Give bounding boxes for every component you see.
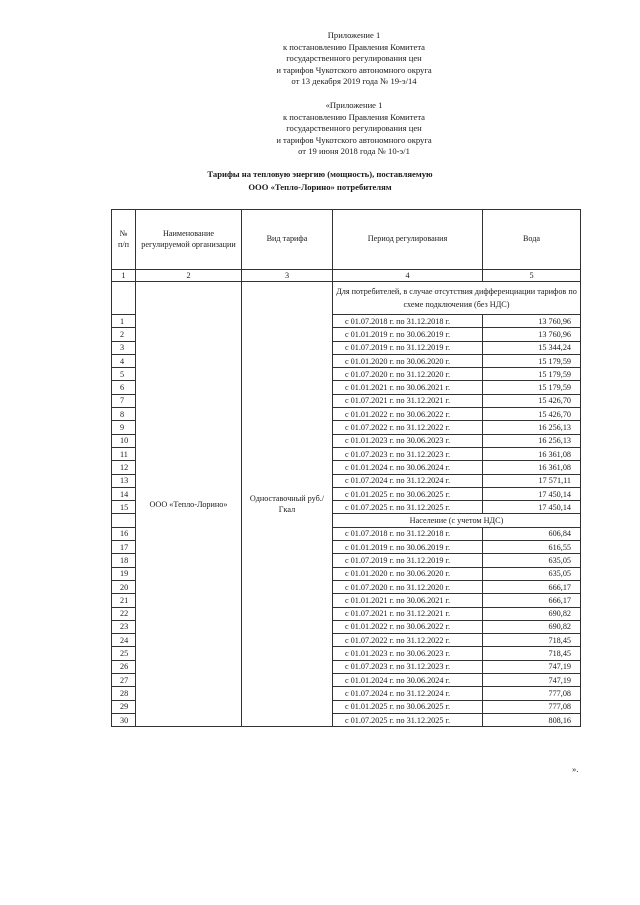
row-value: 718,45 [483, 634, 581, 647]
row-value: 690,82 [483, 620, 581, 633]
header-period: Период регулирования [333, 210, 483, 270]
appendix-header [244, 30, 464, 88]
row-number: 19 [112, 567, 136, 580]
amended-appendix-header [244, 100, 464, 158]
title-line: Тарифы на тепловую энергию (мощность), поставляемую [207, 169, 433, 179]
column-number: 2 [136, 270, 242, 282]
column-numbers-row [112, 270, 581, 282]
column-number: 3 [242, 270, 333, 282]
row-period: с 01.07.2023 г. по 31.12.2023 г. [333, 660, 483, 673]
row-period: с 01.07.2020 г. по 31.12.2020 г. [333, 580, 483, 593]
row-number: 9 [112, 421, 136, 434]
header-tariff-type: Вид тарифа [242, 210, 333, 270]
row-number: 17 [112, 541, 136, 554]
document-title [0, 168, 640, 194]
row-period: с 01.01.2024 г. по 30.06.2024 г. [333, 674, 483, 687]
row-period: с 01.07.2025 г. по 31.12.2025 г. [333, 713, 483, 726]
row-period: с 01.07.2022 г. по 31.12.2022 г. [333, 634, 483, 647]
column-number: 5 [483, 270, 581, 282]
row-period: с 01.01.2019 г. по 30.06.2019 г. [333, 541, 483, 554]
row-period: с 01.07.2022 г. по 31.12.2022 г. [333, 421, 483, 434]
row-value: 635,05 [483, 567, 581, 580]
row-period: с 01.07.2018 г. по 31.12.2018 г. [333, 527, 483, 540]
row-period: с 01.07.2023 г. по 31.12.2023 г. [333, 447, 483, 460]
row-period: с 01.01.2020 г. по 30.06.2020 г. [333, 567, 483, 580]
row-number: 13 [112, 474, 136, 487]
column-number: 1 [112, 270, 136, 282]
row-value: 666,17 [483, 580, 581, 593]
appendix-header-line: государственного регулирования цен [286, 53, 422, 64]
header-number: № п/п [112, 210, 136, 270]
row-period: с 01.01.2019 г. по 30.06.2019 г. [333, 328, 483, 341]
row-number: 5 [112, 368, 136, 381]
row-period: с 01.01.2024 г. по 30.06.2024 г. [333, 461, 483, 474]
row-period: с 01.01.2025 г. по 30.06.2025 г. [333, 700, 483, 713]
row-period: с 01.01.2022 г. по 30.06.2022 г. [333, 620, 483, 633]
row-number: 3 [112, 341, 136, 354]
column-number: 4 [333, 270, 483, 282]
amended-header-line: государственного регулирования цен [286, 123, 422, 134]
row-period: с 01.07.2021 г. по 31.12.2021 г. [333, 607, 483, 620]
amended-header-line: от 19 июня 2018 года № 10-э/1 [298, 146, 410, 157]
row-value: 17 450,14 [483, 501, 581, 514]
row-value: 747,19 [483, 660, 581, 673]
row-value: 616,55 [483, 541, 581, 554]
row-number: 25 [112, 647, 136, 660]
appendix-header-line: от 13 декабря 2019 года № 19-э/14 [291, 76, 417, 87]
row-number: 23 [112, 620, 136, 633]
row-value: 15 179,59 [483, 354, 581, 367]
row-value: 777,08 [483, 687, 581, 700]
section-consumers-label: Для потребителей, в случае отсутствия дифференциации тарифов по схеме подключения (без НДС) [333, 282, 581, 315]
row-value: 13 760,96 [483, 315, 581, 328]
row-period: с 01.07.2018 г. по 31.12.2018 г. [333, 315, 483, 328]
amended-header-line: и тарифов Чукотского автономного округа [276, 134, 432, 145]
row-period: с 01.07.2025 г. по 31.12.2025 г. [333, 501, 483, 514]
row-period: с 01.01.2023 г. по 30.06.2023 г. [333, 434, 483, 447]
row-number: 1 [112, 315, 136, 328]
row-period: с 01.01.2021 г. по 30.06.2021 г. [333, 381, 483, 394]
row-period: с 01.01.2025 г. по 30.06.2025 г. [333, 487, 483, 500]
row-value: 17 450,14 [483, 487, 581, 500]
row-value: 635,05 [483, 554, 581, 567]
appendix-header-line: и тарифов Чукотского автономного округа [276, 64, 432, 75]
row-value: 15 426,70 [483, 394, 581, 407]
row-value: 808,16 [483, 713, 581, 726]
organization-cell: ООО «Тепло-Лорино» [136, 282, 242, 727]
row-number: 28 [112, 687, 136, 700]
row-period: с 01.01.2020 г. по 30.06.2020 г. [333, 354, 483, 367]
row-value: 16 361,08 [483, 447, 581, 460]
row-period: с 01.07.2019 г. по 31.12.2019 г. [333, 341, 483, 354]
header-water: Вода [483, 210, 581, 270]
row-value: 690,82 [483, 607, 581, 620]
row-value: 15 426,70 [483, 408, 581, 421]
row-value: 15 179,59 [483, 368, 581, 381]
row-number: 18 [112, 554, 136, 567]
amended-header-line: «Приложение 1 [325, 100, 383, 110]
section-number-cell [112, 514, 136, 527]
appendix-header-line: к постановлению Правления Комитета [282, 41, 425, 52]
tariff-type-cell: Одноставочный руб./Гкал [242, 282, 333, 727]
row-number: 2 [112, 328, 136, 341]
title-line: ООО «Тепло-Лорино» потребителям [248, 182, 392, 192]
appendix-header-line: Приложение 1 [327, 30, 381, 40]
section-population-label: Население (с учетом НДС) [333, 514, 581, 527]
row-number: 24 [112, 634, 136, 647]
row-value: 718,45 [483, 647, 581, 660]
row-number: 4 [112, 354, 136, 367]
row-number: 14 [112, 487, 136, 500]
tariff-table [111, 209, 581, 727]
row-value: 16 361,08 [483, 461, 581, 474]
row-value: 747,19 [483, 674, 581, 687]
row-value: 777,08 [483, 700, 581, 713]
row-number: 6 [112, 381, 136, 394]
closing-mark: ». [572, 764, 579, 774]
row-period: с 01.01.2023 г. по 30.06.2023 г. [333, 647, 483, 660]
row-number: 10 [112, 434, 136, 447]
row-number: 21 [112, 594, 136, 607]
row-value: 666,17 [483, 594, 581, 607]
row-number: 16 [112, 527, 136, 540]
row-value: 16 256,13 [483, 434, 581, 447]
row-number: 26 [112, 660, 136, 673]
row-number: 20 [112, 580, 136, 593]
header-organization: Наименование регулируемой организации [136, 210, 242, 270]
row-period: с 01.01.2021 г. по 30.06.2021 г. [333, 594, 483, 607]
row-number: 7 [112, 394, 136, 407]
amended-header-line: к постановлению Правления Комитета [282, 111, 425, 122]
row-value: 17 571,11 [483, 474, 581, 487]
section-row-consumers [112, 282, 581, 315]
row-value: 15 179,59 [483, 381, 581, 394]
row-number: 12 [112, 461, 136, 474]
row-number: 29 [112, 700, 136, 713]
row-value: 16 256,13 [483, 421, 581, 434]
tariff-table-body [112, 210, 581, 727]
row-period: с 01.07.2021 г. по 31.12.2021 г. [333, 394, 483, 407]
row-period: с 01.07.2024 г. по 31.12.2024 г. [333, 474, 483, 487]
row-period: с 01.07.2024 г. по 31.12.2024 г. [333, 687, 483, 700]
row-number: 30 [112, 713, 136, 726]
row-period: с 01.07.2020 г. по 31.12.2020 г. [333, 368, 483, 381]
row-value: 13 760,96 [483, 328, 581, 341]
row-number: 22 [112, 607, 136, 620]
row-value: 15 344,24 [483, 341, 581, 354]
row-number: 11 [112, 447, 136, 460]
table-header-row [112, 210, 581, 270]
section-number-cell [112, 282, 136, 315]
row-value: 606,84 [483, 527, 581, 540]
row-number: 27 [112, 674, 136, 687]
row-number: 8 [112, 408, 136, 421]
row-period: с 01.01.2022 г. по 30.06.2022 г. [333, 408, 483, 421]
row-period: с 01.07.2019 г. по 31.12.2019 г. [333, 554, 483, 567]
row-number: 15 [112, 501, 136, 514]
